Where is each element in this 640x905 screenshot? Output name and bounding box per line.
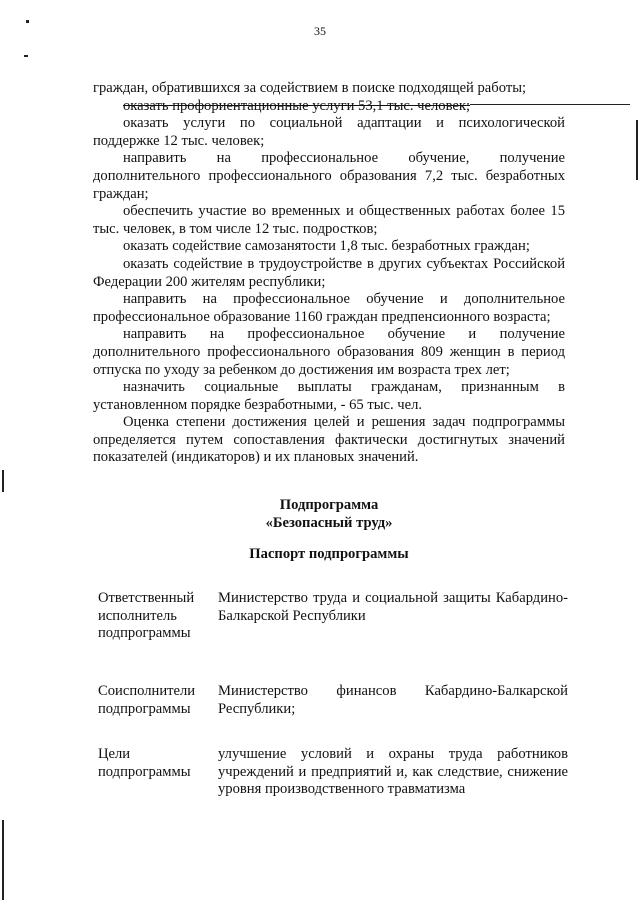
scan-mark	[636, 120, 638, 180]
passport-label: Цели подпрограммы	[98, 746, 191, 780]
passport-value: Министерство труда и социальной защиты Кабардино-Балкарской Республики	[218, 590, 568, 624]
paragraph: направить на профессиональное обучение и дополнительное профессиональное образование 1160 граждан предпенсионного возраста;	[93, 291, 565, 325]
paragraph: оказать профориентационные услуги 53,1 тыс. человек;	[123, 97, 471, 114]
scan-mark	[2, 820, 4, 900]
paragraph: Оценка степени достижения целей и решения задач подпрограммы определяется путем сопоставления фактически достигнутых значений показателей (индикаторов) и их плановых значений.	[93, 414, 565, 466]
paragraph: оказать услуги по социальной адаптации и психологической поддержке 12 тыс. человек;	[93, 115, 565, 149]
passport-label: Ответственный исполнитель подпрограммы	[98, 590, 195, 642]
passport-title: Паспорт подпрограммы	[249, 546, 409, 562]
paragraph: оказать содействие самозанятости 1,8 тыс. безработных граждан;	[123, 238, 530, 255]
body-text	[93, 80, 565, 467]
passport-label: Соисполнители подпрограммы	[98, 683, 196, 717]
scan-mark	[26, 20, 29, 23]
subprogram-heading	[93, 496, 565, 532]
scan-mark	[24, 55, 28, 57]
subprogram-label: Подпрограмма	[279, 497, 379, 513]
paragraph: назначить социальные выплаты гражданам, признанным в установленном порядке безработными, - 65 тыс. чел.	[93, 379, 565, 413]
subprogram-name: «Безопасный труд»	[265, 515, 393, 531]
paragraph: оказать содействие в трудоустройстве в других субъектах Российской Федерации 200 жителям республики;	[93, 255, 565, 290]
paragraph: обеспечить участие во временных и общественных работах более 15 тыс. человек, в том числе 12 тыс. подростков;	[93, 203, 565, 237]
paragraph: направить на профессиональное обучение и получение дополнительного профессионального образования 809 женщин в период отпуска по уходу за ребенком до достижения им возраста трех лет;	[93, 326, 565, 378]
page-number: 35	[314, 24, 326, 38]
paragraph: направить на профессиональное обучение, получение дополнительного профессионального образования 7,2 тыс. безработных граждан;	[93, 150, 565, 202]
passport-value: Министерство финансов Кабардино-Балкарской Республики;	[218, 683, 568, 717]
passport-value: улучшение условий и охраны труда работников учреждений и предприятий и, как следствие, снижение уровня производственного травматизма	[218, 746, 568, 798]
scan-mark	[2, 470, 4, 492]
paragraph: граждан, обратившихся за содействием в поиске подходящей работы;	[93, 80, 527, 96]
